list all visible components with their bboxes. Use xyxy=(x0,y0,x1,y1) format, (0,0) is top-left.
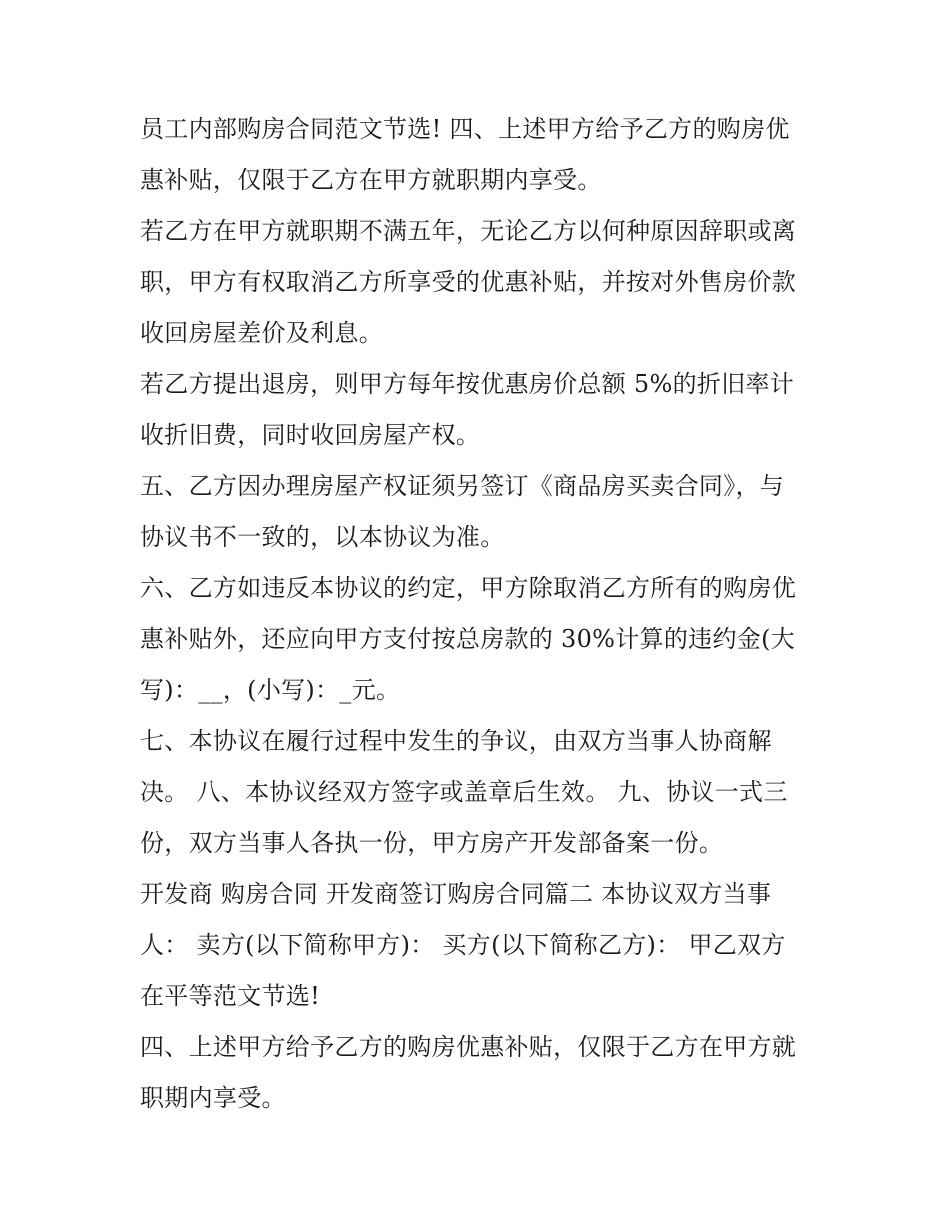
text-line: 惠补贴，仅限于乙方在甲方就职期内享受。 xyxy=(140,166,602,194)
text-line: 协议书不一致的，以本协议为准。 xyxy=(140,523,505,551)
text-line: 开发商 购房合同 开发商签订购房合同篇二 本协议双方当事 xyxy=(140,880,772,908)
document-body xyxy=(140,104,820,1124)
text-line: 员工内部购房合同范文节选! 四、上述甲方给予乙方的购房优 xyxy=(140,115,790,143)
text-line: 份，双方当事人各执一份，甲方房产开发部备案一份。 xyxy=(140,829,724,857)
text-line: 在平等范文节选! xyxy=(140,982,321,1010)
text-line: 职期内享受。 xyxy=(140,1084,286,1112)
text-line: 五、乙方因办理房屋产权证须另签订《商品房买卖合同》，与 xyxy=(140,472,785,500)
text-line: 七、本协议在履行过程中发生的争议，由双方当事人协商解 xyxy=(140,727,772,755)
text-line: 四、上述甲方给予乙方的购房优惠补贴，仅限于乙方在甲方就 xyxy=(140,1033,797,1061)
text-line: 惠补贴外，还应向甲方支付按总房款的 30%计算的违约金(大 xyxy=(140,625,796,653)
text-line: 收折旧费，同时收回房屋产权。 xyxy=(140,421,481,449)
text-line: 职，甲方有权取消乙方所享受的优惠补贴，并按对外售房价款 xyxy=(140,268,797,296)
text-line: 人： 卖方(以下简称甲方)： 买方(以下简称乙方)： 甲乙双方 xyxy=(140,931,786,959)
text-line: 若乙方提出退房，则甲方每年按优惠房价总额 5%的折旧率计 xyxy=(140,370,795,398)
text-line: 六、乙方如违反本协议的约定，甲方除取消乙方所有的购房优 xyxy=(140,574,797,602)
text-line: 决。 八、本协议经双方签字或盖章后生效。 九、协议一式三 xyxy=(140,778,788,806)
text-line: 若乙方在甲方就职期不满五年，无论乙方以何种原因辞职或离 xyxy=(140,217,797,245)
text-line: 写)：__，(小写)：_元。 xyxy=(140,676,401,704)
text-line: 收回房屋差价及利息。 xyxy=(140,319,383,347)
